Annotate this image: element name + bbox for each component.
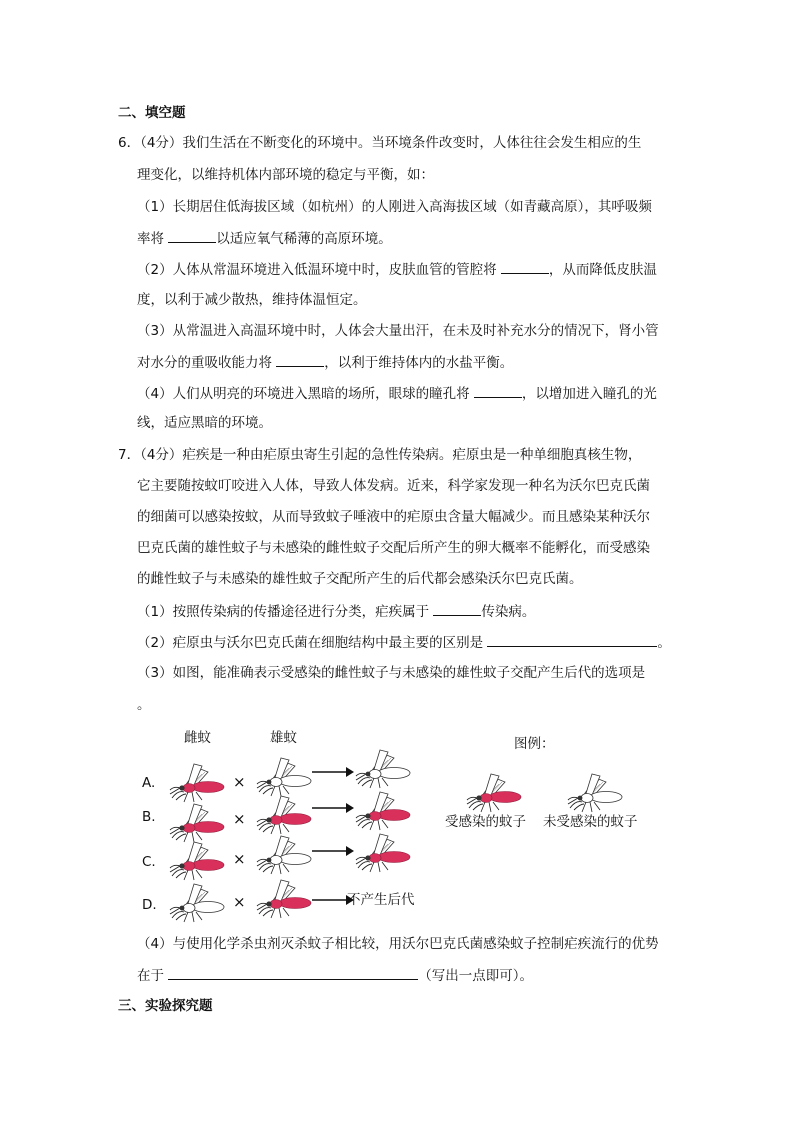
q6-part4-text-a: （4）人们从明亮的环境进入黑暗的场所，眼球的瞳孔将 — [137, 386, 474, 402]
legend-infected-label: 受感染的蚊子 — [445, 814, 526, 830]
q6-part1-line2 — [137, 229, 392, 248]
q6-part1-line1: （1）长期居住低海拔区域（如杭州）的人刚进入高海拔区域（如青藏高原），其呼吸频 — [137, 199, 652, 215]
infected-offspring-mosquito-icon — [354, 830, 414, 874]
infected-female-mosquito-icon — [168, 760, 228, 804]
q7-stem-line5: 的雌性蚊子与未感染的雄性蚊子交配所产生的后代都会感染沃尔巴克氏菌。 — [137, 571, 583, 587]
q7-part2 — [137, 633, 671, 652]
infected-male-mosquito-icon — [255, 876, 315, 920]
q7-part1-answer-blank[interactable] — [433, 602, 481, 616]
option-a-label[interactable]: A. — [142, 775, 156, 791]
q7-part4-answer-blank[interactable] — [168, 966, 418, 980]
q6-part2-line1 — [137, 260, 657, 279]
legend-uninfected-label: 未受感染的蚊子 — [543, 814, 638, 830]
q7-part1-text-a: （1）按照传染病的传播途径进行分类，疟疾属于 — [137, 604, 434, 620]
q7-part4-line1: （4）与使用化学杀虫剂灭杀蚊子相比较，用沃尔巴克氏菌感染蚊子控制疟疾流行的优势 — [137, 936, 659, 952]
option-b-label[interactable]: B. — [142, 809, 156, 825]
legend-uninfected-mosquito-icon — [566, 770, 626, 814]
q7-part3-line1: （3）如图，能准确表示受感染的雌性蚊子与未感染的雄性蚊子交配产生后代的选项是 — [137, 665, 646, 681]
arrow-icon — [312, 843, 356, 859]
q7-part2-text-a: （2）疟原虫与沃尔巴克氏菌在细胞结构中最主要的区别是 — [137, 635, 488, 651]
cross-symbol: × — [233, 850, 246, 868]
option-d-label[interactable]: D. — [142, 897, 157, 913]
q6-part3-text-a: 对水分的重吸收能力将 — [137, 355, 277, 371]
q6-part3-answer-blank[interactable] — [276, 353, 324, 367]
option-c-label[interactable]: C. — [142, 854, 156, 870]
no-offspring-label: 不产生后代 — [347, 892, 415, 908]
cross-symbol: × — [233, 773, 246, 791]
q7-part1 — [137, 602, 535, 621]
q6-part4-line2: 线，适应黑暗的环境。 — [137, 415, 272, 431]
section-title-fill-blank: 二、填空题 — [118, 105, 186, 121]
q6-part4-text-b: ，以增加进入瞳孔的光 — [521, 386, 657, 402]
q6-part2-text-a: （2）人体从常温环境进入低温环境中时，皮肤血管的管腔将 — [137, 262, 501, 278]
legend-infected-mosquito-icon — [465, 770, 525, 814]
q6-part3-line2 — [137, 353, 513, 372]
q6-part3-text-b: ，以利于维持体内的水盐平衡。 — [324, 355, 514, 371]
q6-part1-text-a: 率将 — [137, 231, 169, 247]
uninfected-offspring-mosquito-icon — [354, 746, 414, 790]
q7-part2-text-b: 。 — [657, 635, 671, 651]
uninfected-female-mosquito-icon — [168, 880, 228, 924]
female-column-header: 雌蚊 — [184, 730, 211, 746]
q6-part1-answer-blank[interactable] — [168, 229, 216, 243]
q6-stem-line2: 理变化，以维持机体内部环境的稳定与平衡，如： — [137, 167, 434, 183]
q6-part2-answer-blank[interactable] — [501, 260, 549, 274]
q6-part1-text-b: 以适应氧气稀薄的高原环境。 — [216, 231, 392, 247]
uninfected-male-mosquito-icon — [255, 832, 315, 876]
q7-part4-text-a: 在于 — [137, 968, 169, 984]
q7-part2-answer-blank[interactable] — [487, 633, 657, 647]
infected-female-mosquito-icon — [168, 838, 228, 882]
q6-part4-line1 — [137, 384, 657, 403]
q6-part3-line1: （3）从常温进入高温环境中时，人体会大量出汗，在未及时补充水分的情况下，肾小管 — [137, 323, 659, 339]
male-column-header: 雄蚊 — [270, 730, 297, 746]
cross-symbol: × — [233, 893, 246, 911]
legend-title: 图例： — [514, 736, 555, 752]
q7-stem-line4: 巴克氏菌的雄性蚊子与未感染的雌性蚊子交配后所产生的卵大概率不能孵化，而受感染 — [137, 540, 650, 556]
q7-part4-text-b: （写出一点即可）。 — [418, 968, 534, 984]
q6-part4-answer-blank[interactable] — [474, 384, 522, 398]
q6-stem-line1: 6．（4分）我们生活在不断变化的环境中。当环境条件改变时，人体往往会发生相应的生 — [118, 135, 642, 151]
q6-part2-line2: 度，以利于减少散热，维持体温恒定。 — [137, 292, 367, 308]
q7-stem-line2: 它主要随按蚊叮咬进入人体，导致人体发病。近来，科学家发现一种名为沃尔巴克氏菌 — [137, 478, 650, 494]
q7-part1-text-b: 传染病。 — [481, 604, 536, 620]
q7-part3-line2: 。 — [137, 697, 151, 713]
q7-stem-line3: 的细菌可以感染按蚊，从而导致蚊子唾液中的疟原虫含量大幅减少。而且感染某种沃尔 — [137, 509, 650, 525]
arrow-icon — [312, 764, 356, 780]
q7-part4-line2 — [137, 966, 533, 985]
section-title-experiment: 三、实验探究题 — [118, 998, 213, 1014]
infected-male-mosquito-icon — [255, 792, 315, 836]
infected-offspring-mosquito-icon — [354, 788, 414, 832]
arrow-icon — [312, 800, 356, 816]
q6-part2-text-b: ，从而降低皮肤温 — [548, 262, 657, 278]
q7-stem-line1: 7．（4分）疟疾是一种由疟原虫寄生引起的急性传染病。疟原虫是一种单细胞真核生物， — [118, 447, 642, 463]
cross-symbol: × — [233, 810, 246, 828]
